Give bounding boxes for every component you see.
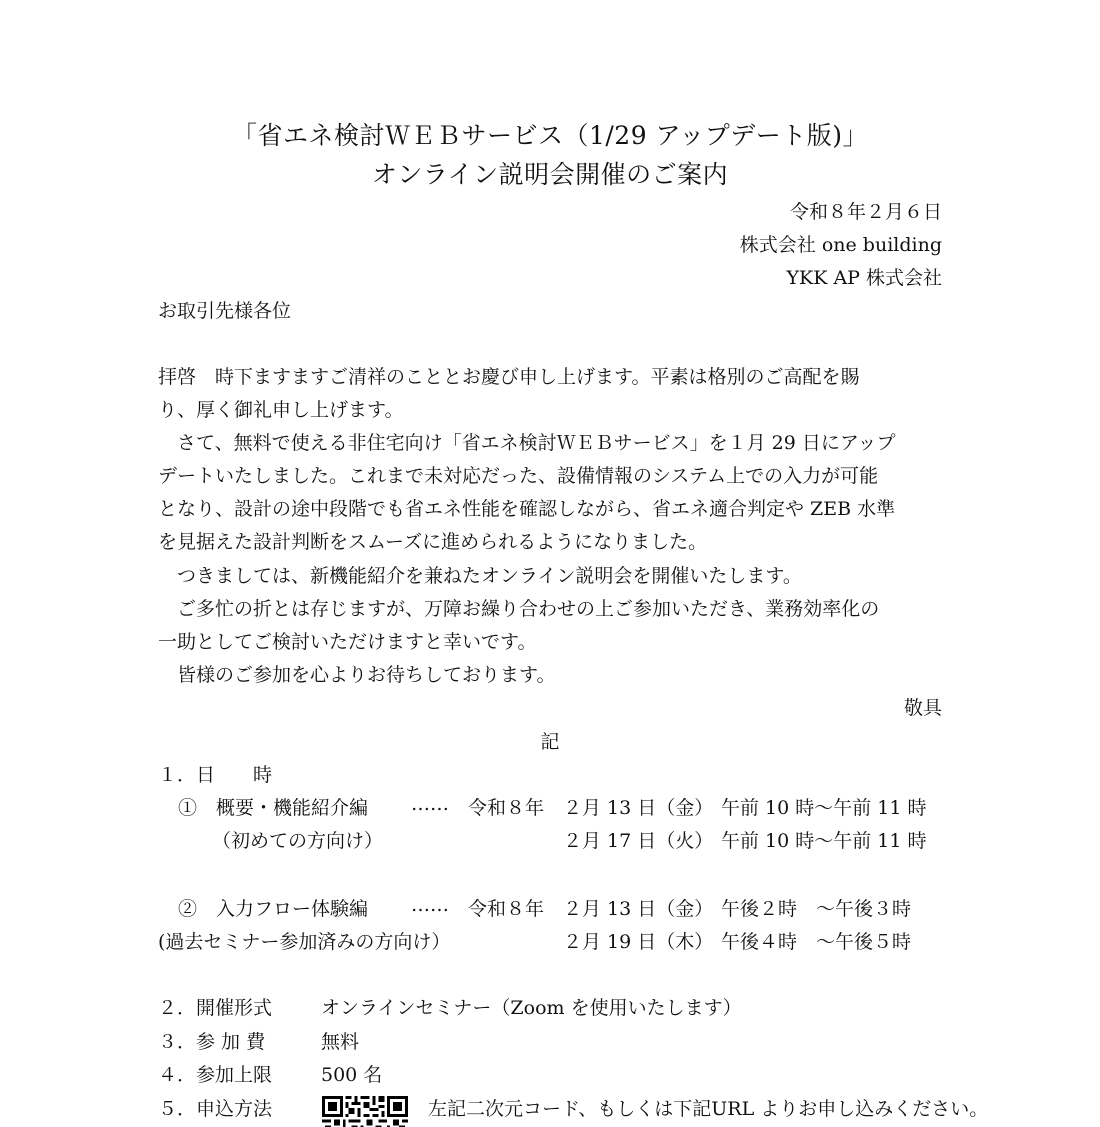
body-paragraph-2-line-2: デートいたしました。これまで未対応だった、設備情報のシステム上での入力が可能 (158, 465, 879, 487)
document-title-line2: オンライン説明会開催のご案内 (371, 160, 729, 189)
session-2-date-2: ２月 19 日（木） (563, 931, 714, 953)
document-page (158, 0, 989, 1127)
closing-keigu: 敬具 (903, 697, 942, 719)
item-5-label: ５．申込方法 (158, 1098, 273, 1120)
item-4-value: 500 名 (321, 1064, 383, 1086)
body-paragraph-4-line-2: 一助としてご検討いただけますと幸いです。 (158, 631, 537, 653)
session-1-audience: （初めての方向け） (212, 830, 384, 852)
session-1-date-1: ２月 13 日（金） (563, 797, 714, 819)
item-3-label: ３．参 加 費 (158, 1031, 266, 1053)
session-2-label: ② 入力フロー体験編 (178, 898, 369, 920)
item-2-value: オンラインセミナー（Zoom を使用いたします） (321, 997, 742, 1019)
session-2-audience: (過去セミナー参加済みの方向け） (158, 931, 451, 953)
body-paragraph-1-line-2: り、厚く御礼申し上げます。 (158, 399, 404, 421)
body-paragraph-4-line-1: ご多忙の折とは存じますが、万障お繰り合わせの上ご参加いただき、業務効率化の (158, 598, 880, 620)
session-2-date-1: ２月 13 日（金） (563, 898, 714, 920)
item-3-value: 無料 (321, 1031, 360, 1053)
sender-company-1: 株式会社 one building (739, 234, 942, 256)
session-2-dots: …… (411, 894, 449, 916)
issue-date: 令和８年２月６日 (789, 201, 942, 223)
sender-company-2: YKK AP 株式会社 (786, 267, 942, 289)
body-paragraph-3: つきましては、新機能紹介を兼ねたオンライン説明会を開催いたします。 (158, 565, 802, 587)
session-1-label: ① 概要・機能紹介編 (178, 797, 369, 819)
body-paragraph-2-line-3: となり、設計の途中段階でも省エネ性能を確認しながら、省エネ適合判定や ZEB 水準 (158, 498, 896, 520)
document-title-line1: 「省エネ検討ＷＥＢサービス（1/29 アップデート版)」 (231, 121, 869, 150)
recipient: お取引先様各位 (158, 300, 292, 322)
item-4-label: ４．参加上限 (158, 1064, 273, 1086)
item-2-label: ２．開催形式 (158, 997, 273, 1019)
session-1-era: 令和８年 (468, 797, 545, 819)
body-paragraph-2-line-4: を見据えた設計判断をスムーズに進められるようになりました。 (158, 531, 708, 553)
session-1-time-1: 午前 10 時～午前 11 時 (721, 797, 927, 819)
body-paragraph-2-line-1: さて、無料で使える非住宅向け「省エネ検討ＷＥＢサービス」を１月 29 日にアップ (158, 432, 896, 454)
qr-code-icon[interactable] (322, 1096, 408, 1127)
body-paragraph-5: 皆様のご参加を心よりお待ちしております。 (158, 664, 556, 686)
body-paragraph-1-line-1: 拝啓 時下ますますご清祥のこととお慶び申し上げます。平素は格別のご高配を賜 (158, 366, 860, 388)
ki-heading: 記 (540, 731, 560, 753)
session-2-time-2: 午後４時 ～午後５時 (721, 931, 912, 953)
session-1-dots: …… (411, 793, 449, 815)
item-5-value: 左記二次元コード、もしくは下記URL よりお申し込みください。 (428, 1098, 989, 1120)
session-2-time-1: 午後２時 ～午後３時 (721, 898, 912, 920)
session-1-date-2: ２月 17 日（火） (563, 830, 714, 852)
item-1-heading: １．日 時 (158, 764, 273, 786)
session-2-era: 令和８年 (468, 898, 545, 920)
session-1-time-2: 午前 10 時～午前 11 時 (721, 830, 927, 852)
